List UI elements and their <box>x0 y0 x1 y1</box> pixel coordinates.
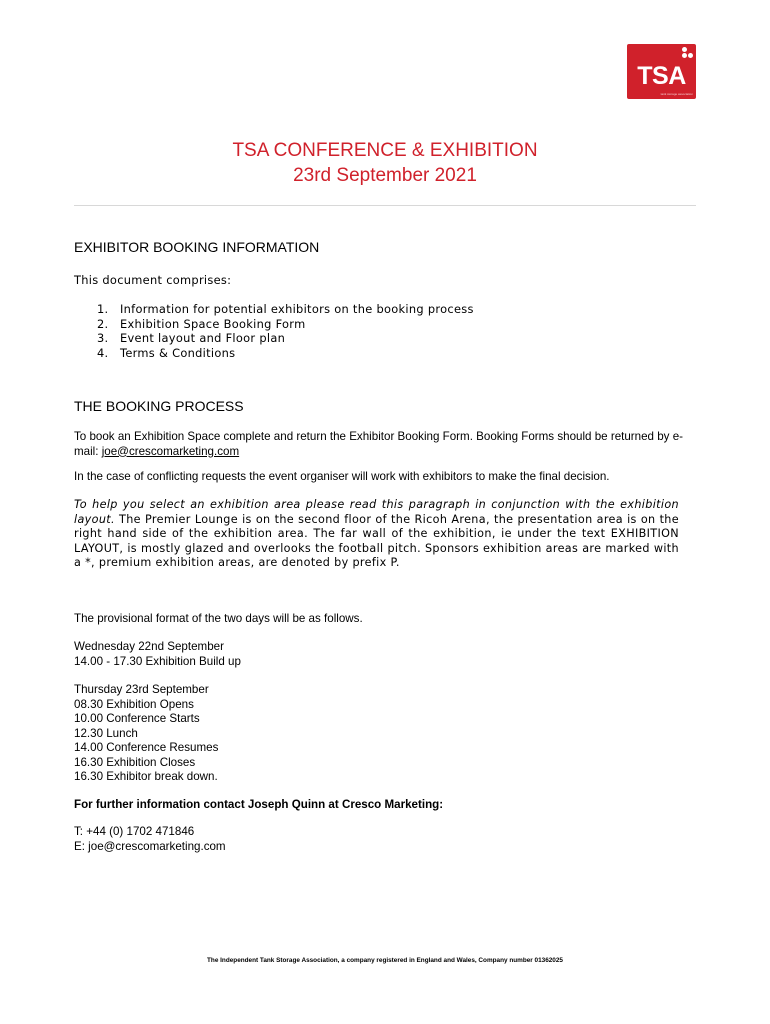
schedule-line: Wednesday 22nd September <box>74 640 224 653</box>
contact-phone: T: +44 (0) 1702 471846 <box>74 825 195 838</box>
logo-tagline: tank storage association <box>660 92 693 96</box>
schedule-intro: The provisional format of the two days will be as follows. <box>74 612 363 625</box>
layout-italic-text: To help you select an exhibition area please read this paragraph in conjunction with the exhibition layout. <box>74 498 679 526</box>
list-number: 2. <box>97 316 109 331</box>
schedule-day-1 <box>74 640 241 669</box>
list-text: Event layout and Floor plan <box>120 331 286 345</box>
schedule-line: 16.30 Exhibitor break down. <box>74 770 218 783</box>
logo-wordmark: TSA <box>637 62 686 90</box>
schedule-line: 14.00 Conference Resumes <box>74 741 219 754</box>
booking-text: To book an Exhibition Space complete and return the Exhibitor Booking Form. Booking Forms should be returned by e-mail: <box>74 430 684 458</box>
tsa-logo <box>627 44 696 99</box>
event-date: 23rd September 2021 <box>293 165 477 186</box>
page-footer: The Independent Tank Storage Association, a company registered in England and Wales, Company number 01362025 <box>207 957 563 964</box>
schedule-line: 12.30 Lunch <box>74 726 138 740</box>
list-item <box>97 331 474 346</box>
logo-dot-1 <box>682 47 687 52</box>
schedule-line: 16.30 Exhibition Closes <box>74 755 196 769</box>
contact-email: E: joe@crescomarketing.com <box>74 839 226 853</box>
email-link[interactable]: joe@crescomarketing.com <box>101 444 240 458</box>
list-text: Information for potential exhibitors on the booking process <box>120 302 474 316</box>
header-divider <box>74 205 696 206</box>
schedule-line: 10.00 Conference Starts <box>74 712 200 725</box>
logo-dot-2 <box>682 53 687 58</box>
layout-paragraph <box>74 498 679 571</box>
contact-heading: For further information contact Joseph Quinn at Cresco Marketing: <box>74 798 444 811</box>
page-title: TSA CONFERENCE & EXHIBITION <box>232 140 538 161</box>
logo-dot-3 <box>688 53 693 58</box>
list-item <box>97 317 474 332</box>
list-item <box>97 302 474 317</box>
list-text: Exhibition Space Booking Form <box>120 316 306 331</box>
document-contents-list <box>97 302 474 360</box>
conflict-paragraph: In the case of conflicting requests the event organiser will work with exhibitors to make the final decision. <box>74 470 610 483</box>
layout-text: The Premier Lounge is on the second floor of the Ricoh Arena, the presentation area is on the right hand side of the exhibition area. The far wall of the exhibition, ie under the text EXHIBITION LAYOUT, is mostly glazed and overlooks the football pitch. Sponsors exhibition areas are marked with a *, premium exhibition areas, are denoted by prefix P. <box>74 512 679 570</box>
exhibitor-heading: EXHIBITOR BOOKING INFORMATION <box>74 239 320 255</box>
list-item <box>97 346 474 361</box>
booking-heading: THE BOOKING PROCESS <box>74 398 244 414</box>
schedule-line: 08.30 Exhibition Opens <box>74 697 194 711</box>
list-text: Terms & Conditions <box>120 345 236 360</box>
list-number: 1. <box>97 302 109 316</box>
document-intro: This document comprises: <box>74 273 232 287</box>
contact-details <box>74 825 226 854</box>
schedule-day-2 <box>74 683 218 785</box>
schedule-line: Thursday 23rd September <box>74 683 209 696</box>
list-number: 4. <box>97 345 109 360</box>
booking-paragraph <box>74 430 684 459</box>
list-number: 3. <box>97 331 109 345</box>
schedule-line: 14.00 - 17.30 Exhibition Build up <box>74 654 241 668</box>
